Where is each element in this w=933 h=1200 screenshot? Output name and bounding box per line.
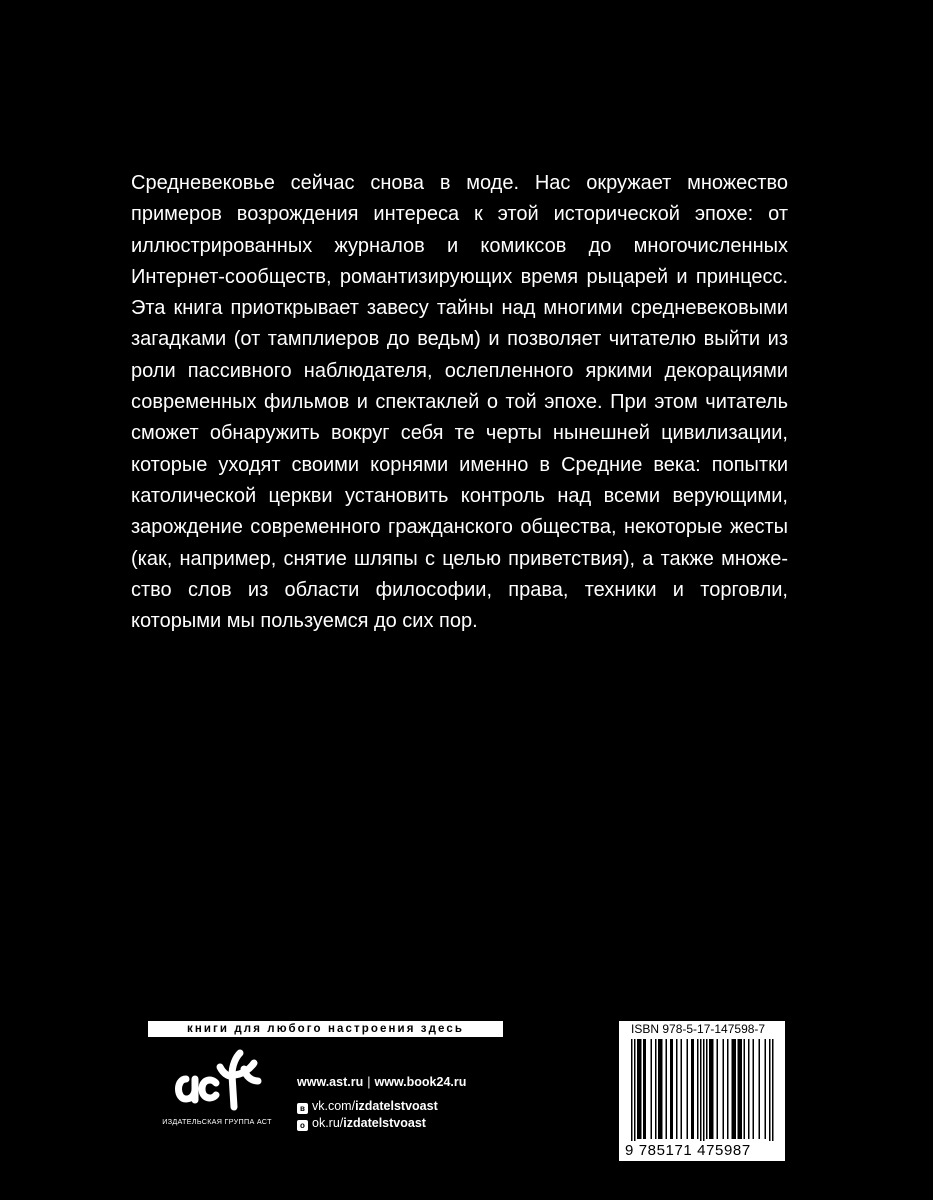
barcode-bar [637, 1039, 639, 1139]
barcode-bar [666, 1039, 668, 1139]
barcode-bar [658, 1039, 660, 1139]
barcode-bar [732, 1039, 734, 1139]
barcode-bar [744, 1039, 746, 1139]
barcode-bar [655, 1039, 657, 1139]
publisher-tagline: книги для любого настроения здесь [148, 1021, 503, 1037]
publisher-imprint: ИЗДАТЕЛЬСКАЯ ГРУППА АСТ [162, 1117, 272, 1126]
barcode-bar [769, 1039, 771, 1141]
barcode-bar [741, 1039, 743, 1139]
ast-site-link[interactable]: www.ast.ru [297, 1075, 364, 1089]
ok-icon: о [297, 1120, 308, 1131]
link-separator: | [367, 1075, 371, 1089]
isbn-label: ISBN 978-5-17-147598-7 [631, 1022, 766, 1036]
barcode-bars [619, 1039, 785, 1141]
barcode-bar [735, 1039, 737, 1139]
barcode-bar [691, 1039, 693, 1139]
barcode-bar [733, 1039, 735, 1139]
barcode-bar [670, 1039, 672, 1139]
barcode-bar [676, 1039, 678, 1139]
barcode-bar [739, 1039, 741, 1139]
barcode-bar [697, 1039, 699, 1139]
barcode-bar [748, 1039, 750, 1139]
vk-prefix: vk.com/ [312, 1099, 356, 1113]
barcode-bar [727, 1039, 729, 1139]
barcode-bar [711, 1039, 713, 1139]
barcode-bar [681, 1039, 683, 1139]
barcode-bar [717, 1039, 719, 1139]
barcode-bar [693, 1039, 695, 1139]
barcode-bar [651, 1039, 653, 1139]
barcode-bar [753, 1039, 755, 1139]
barcode-bar [765, 1039, 767, 1139]
vk-handle: izdatelstvoast [355, 1099, 438, 1113]
barcode-bar [643, 1039, 645, 1139]
barcode-bar [759, 1039, 761, 1139]
barcode-bar [723, 1039, 725, 1139]
barcode-bar [645, 1039, 647, 1139]
barcode-bar [700, 1039, 702, 1141]
barcode-bar [640, 1039, 642, 1139]
vk-icon: в [297, 1103, 308, 1114]
barcode-bar [672, 1039, 674, 1139]
barcode-bar [634, 1039, 636, 1141]
isbn-barcode-box [619, 1021, 785, 1161]
ok-handle: izdatelstvoast [343, 1116, 426, 1130]
barcode-bar [709, 1039, 711, 1139]
book24-site-link[interactable]: www.book24.ru [374, 1075, 467, 1089]
barcode-bar [703, 1039, 705, 1141]
ok-row[interactable] [297, 1115, 466, 1132]
isbn-digits: 9 785171 475987 [625, 1142, 751, 1159]
ast-logo [172, 1045, 264, 1115]
barcode-bar [660, 1039, 662, 1139]
book-annotation: Средневековье сейчас снова в моде. Нас окружает множество примеров возрождения интереса к этой исторической эпохе: от иллюстрированных журналов и комиксов до многочисленных Интернет-сообществ, романтизирующих время рыцарей и принцесс. Эта книга приоткрывает завесу тайны над многими средневековыми загадками (от тамплиеров до ведьм) и позволяет читателю выйти из роли пассивного наблюдателя, ослепленного яркими декорациями современных фильмов и спектаклей о той эпохе. При этом читатель сможет обнаружить вокруг себя те черты нынешней цивилизации, которые уходят своими корнями именно в Средние века: попытки католической церкви установить контроль над всеми верующими, зарождение современного гражданского общества, некоторые жесты (как, например, снятие шляпы с целью приветствия), а также множество слов из области философии, права, техники и торговли, которыми мы пользуемся до сих пор. [131, 172, 788, 633]
barcode-bar [639, 1039, 641, 1139]
barcode-bar [631, 1039, 633, 1141]
barcode-bar [772, 1039, 774, 1141]
barcode-bar [661, 1039, 663, 1139]
barcode-bar [706, 1039, 708, 1139]
vk-row[interactable] [297, 1098, 466, 1115]
barcode-bar [687, 1039, 689, 1139]
publisher-links [297, 1074, 466, 1132]
website-row [297, 1074, 466, 1091]
barcode-bar [712, 1039, 714, 1139]
ok-prefix: ok.ru/ [312, 1116, 344, 1130]
barcode-bar [738, 1039, 740, 1139]
